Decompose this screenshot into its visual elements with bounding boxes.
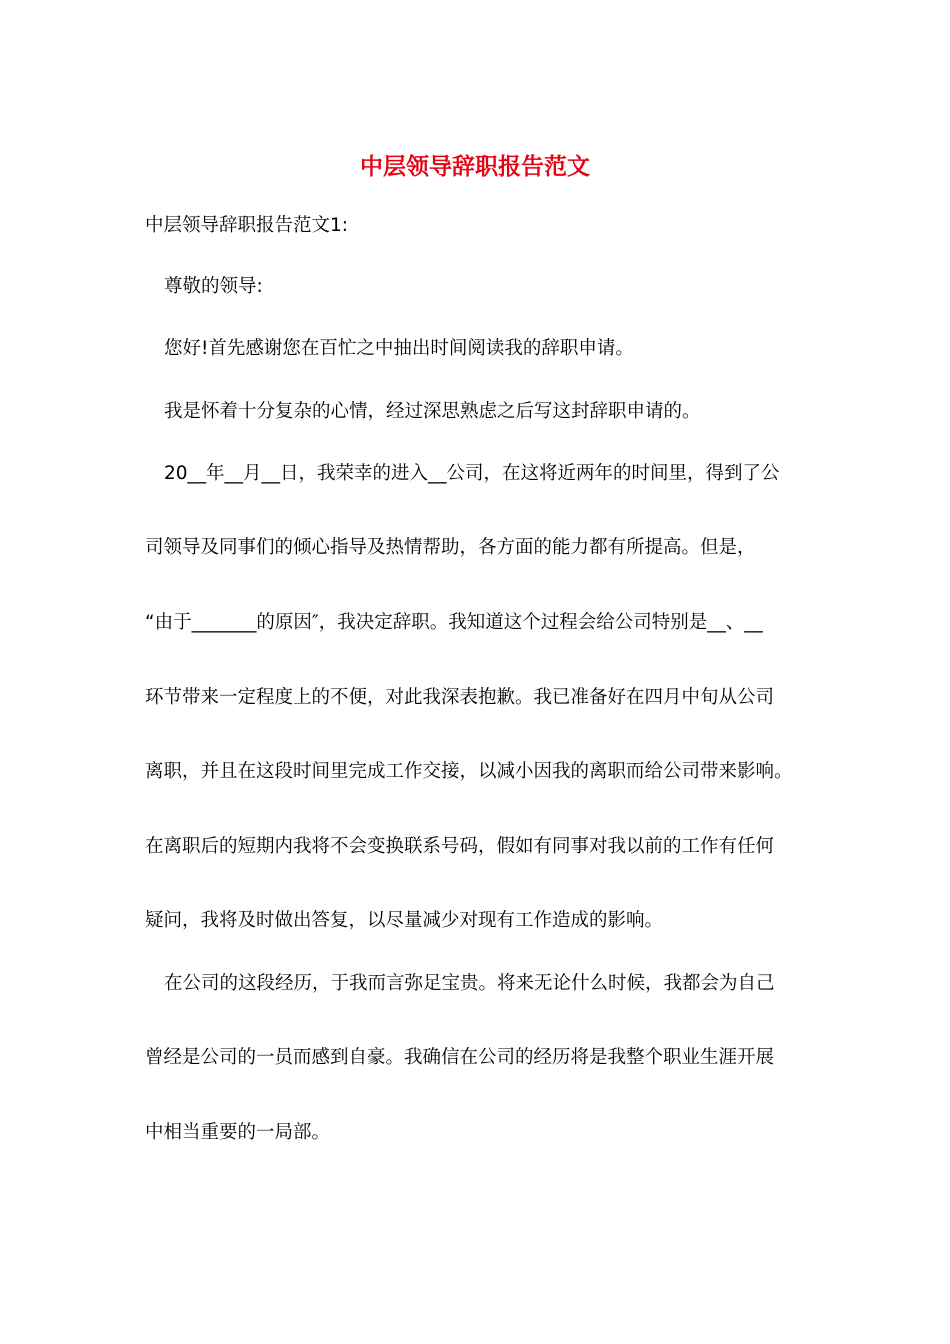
paragraph-line: 在公司的这段经历，于我而言弥足宝贵。将来无论什么时候，我都会为自己 [164,973,775,994]
paragraph-line: 疑问，我将及时做出答复，以尽量减少对现有工作造成的影响。 [145,910,664,931]
paragraph-line: 我是怀着十分复杂的心情，经过深思熟虑之后写这封辞职申请的。 [164,401,701,422]
paragraph-line: 离职，并且在这段时间里完成工作交接，以减小因我的离职而给公司带来影响。 [145,761,793,782]
paragraph-line: 中相当重要的一局部。 [145,1122,331,1143]
paragraph-line: “由于_______的原因″，我决定辞职。我知道这个过程会给公司特别是__、__ [145,612,763,633]
paragraph-line: 20__年__月__日，我荣幸的进入__公司，在这将近两年的时间里，得到了公 [164,463,780,484]
paragraph-line: 环节带来一定程度上的不便，对此我深表抱歉。我已准备好在四月中旬从公司 [145,687,775,708]
paragraph-line: 司领导及同事们的倾心指导及热情帮助，各方面的能力都有所提高。但是， [145,537,756,558]
salutation: 尊敬的领导: [164,276,263,297]
paragraph-line: 在离职后的短期内我将不会变换联系号码，假如有同事对我以前的工作有任何 [145,836,775,857]
paragraph-line: 您好!首先感谢您在百忙之中抽出时间阅读我的辞职申请。 [164,338,634,359]
document-title: 中层领导辞职报告范文 [360,153,590,180]
paragraph-line: 曾经是公司的一员而感到自豪。我确信在公司的经历将是我整个职业生涯开展 [145,1047,775,1068]
section-heading: 中层领导辞职报告范文1: [145,215,349,236]
